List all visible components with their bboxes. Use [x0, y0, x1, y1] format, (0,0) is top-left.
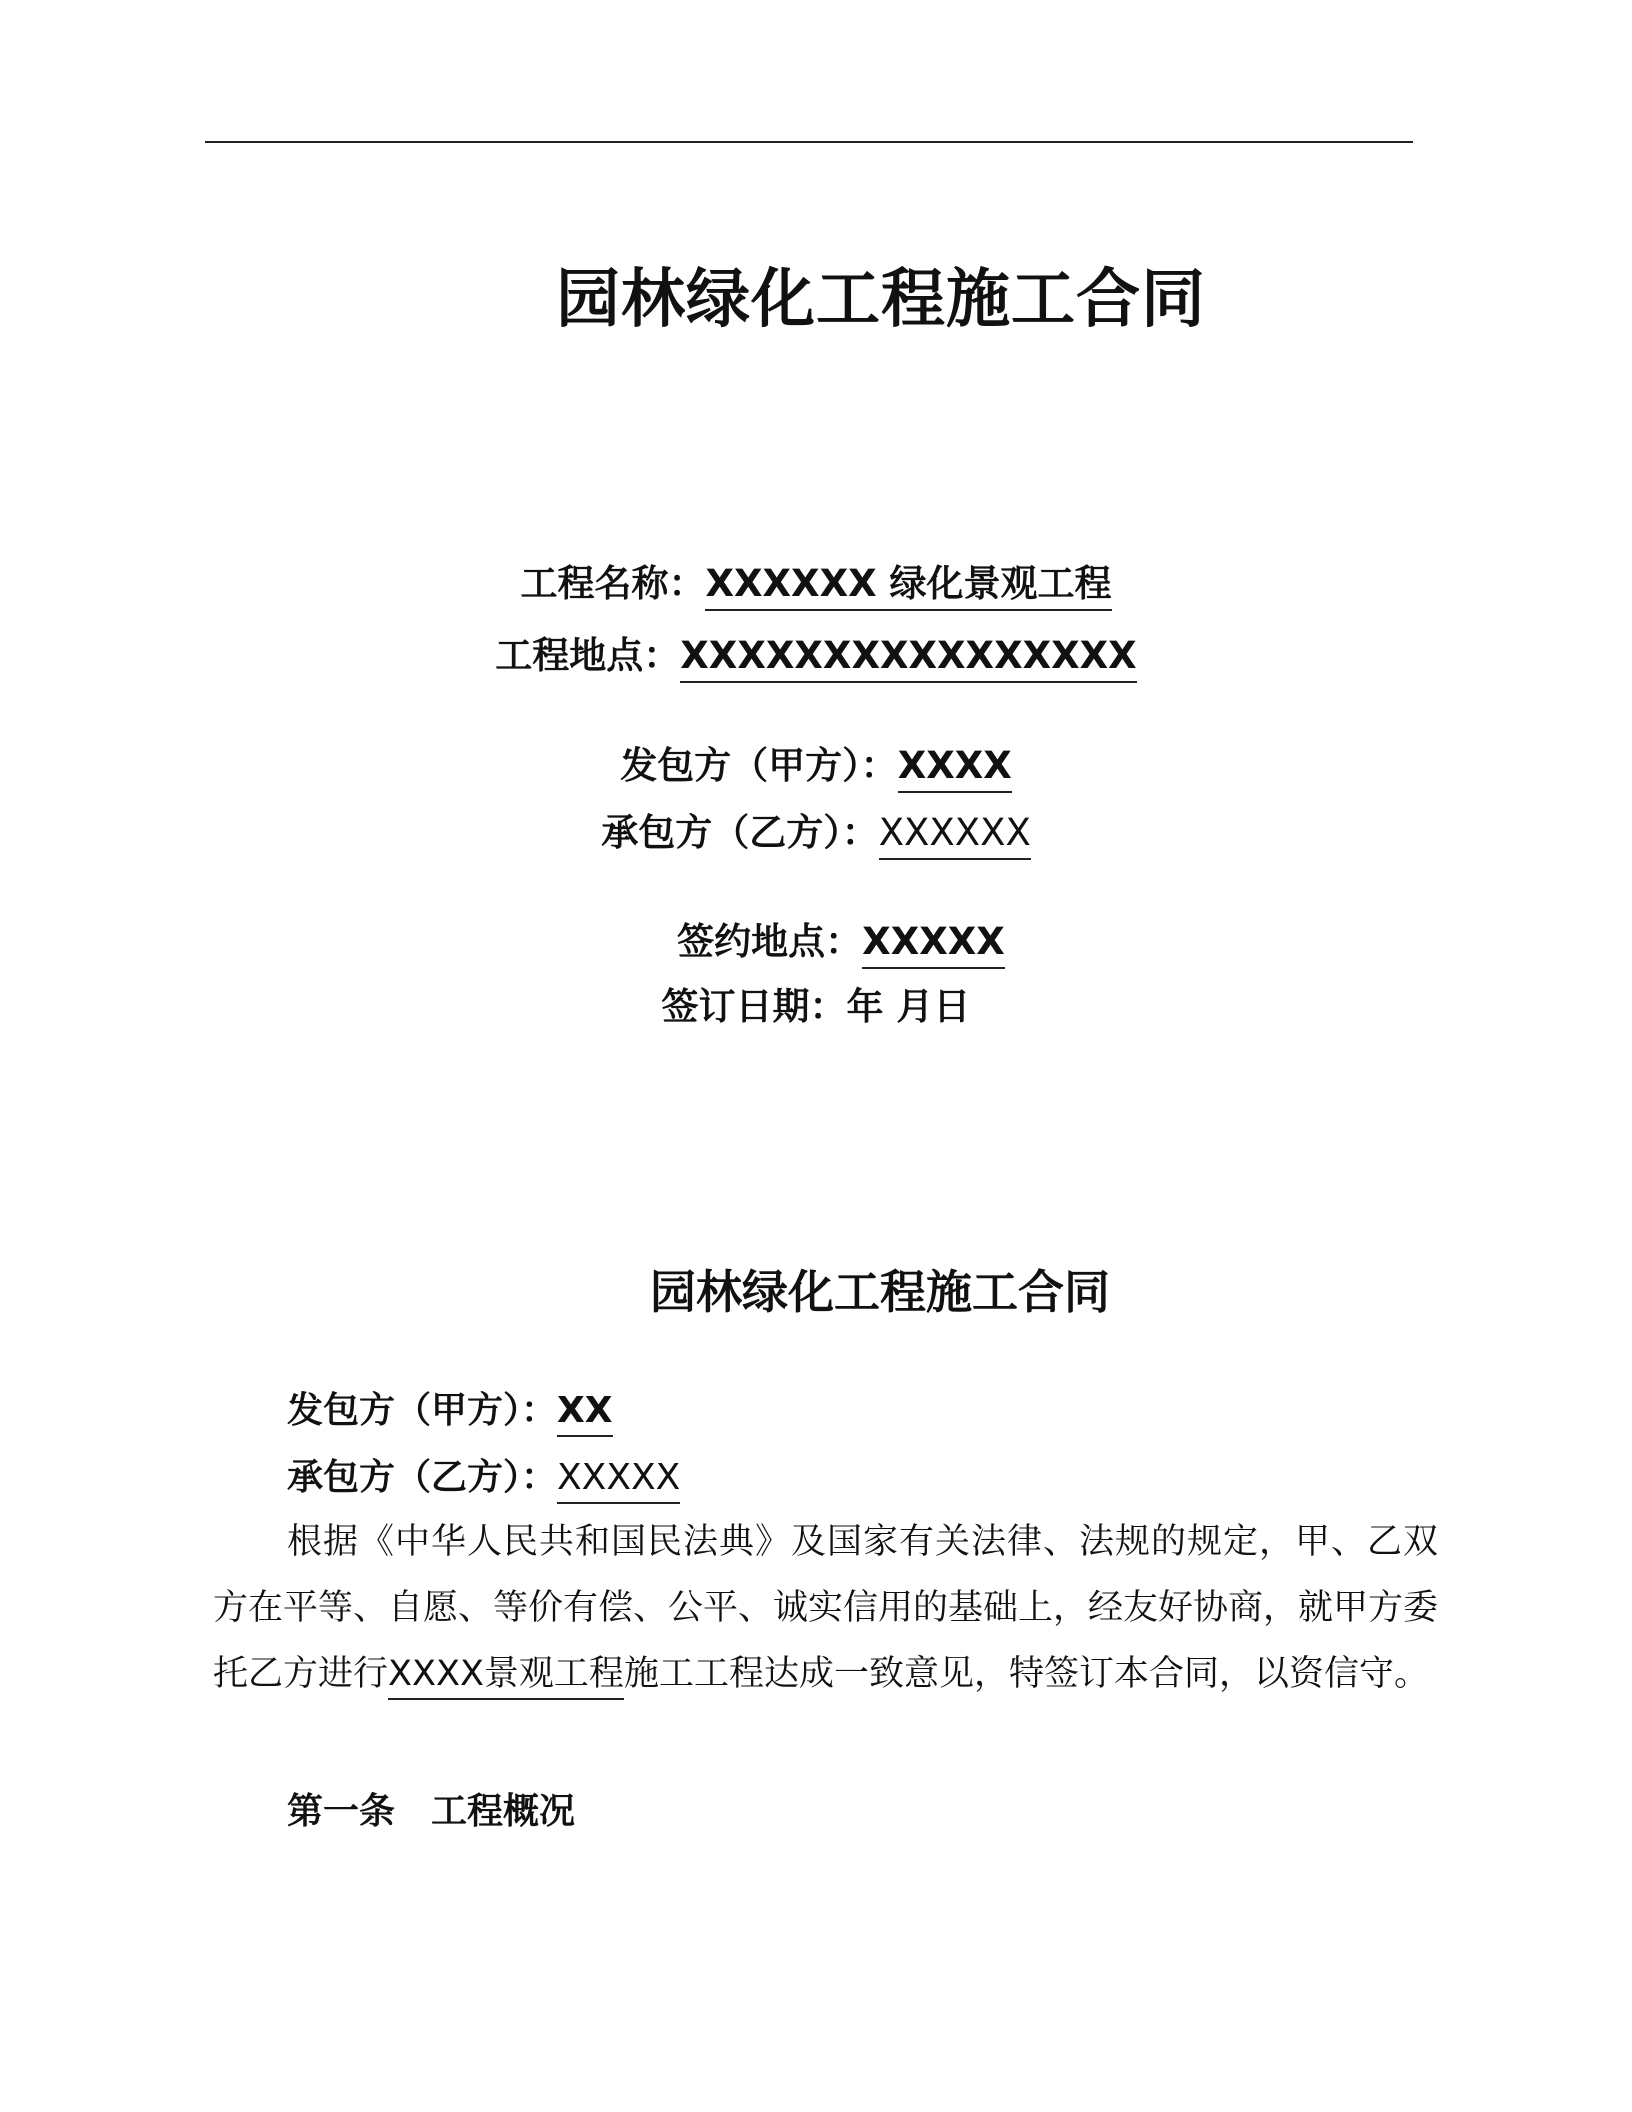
intro-text-1: 根据《中华人民共和国民法典》及国家有关法律、法规的规定，甲、乙双方在平等、自愿、等价有偿、公平、诚实信用的基础上，经友好协商，就甲方委托乙方进行 — [213, 1522, 1439, 1694]
intro-text-2: 施工工程达成一致意见，特签订本合同，以资信守。 — [623, 1654, 1429, 1694]
cover-party-b-label: 承包方（乙方）： — [601, 811, 879, 854]
signing-place-value: XXXXX — [862, 919, 1005, 969]
signing-place-label: 签约地点： — [677, 920, 863, 963]
body-party-b-value: XXXXX — [557, 1455, 680, 1504]
project-name-line — [0, 553, 1632, 611]
cover-title: 园林绿化工程施工合同 — [556, 263, 1206, 337]
article-1-heading — [287, 1783, 575, 1834]
project-location-label: 工程地点： — [495, 634, 681, 677]
body-party-b-label: 承包方（乙方）： — [287, 1457, 558, 1498]
intro-project-name: XXXX景观工程 — [388, 1654, 624, 1700]
body-party-a-line — [287, 1382, 613, 1437]
signing-place-line — [0, 911, 1632, 969]
cover-party-a-label: 发包方（甲方）： — [620, 744, 898, 787]
body-title: 园林绿化工程施工合同 — [650, 1265, 1110, 1319]
article-title: 工程概况 — [431, 1791, 576, 1832]
intro-paragraph — [213, 1509, 1438, 1707]
cover-party-b-line — [0, 802, 1632, 860]
cover-party-a-value: XXXX — [898, 743, 1012, 793]
project-name-value: XXXXXX 绿化景观工程 — [705, 561, 1111, 611]
signing-date-value: 年 月日 — [846, 985, 971, 1028]
cover-party-b-value: XXXXXX — [879, 810, 1031, 860]
header-rule — [205, 141, 1413, 143]
body-party-a-label: 发包方（甲方）： — [287, 1390, 558, 1431]
project-location-value: XXXXXXXXXXXXXXXX — [680, 633, 1136, 683]
body-party-a-value: XX — [557, 1388, 613, 1437]
signing-date-line — [0, 976, 1632, 1030]
project-name-label: 工程名称： — [520, 562, 706, 605]
project-location-line — [0, 625, 1632, 683]
article-number: 第一条 — [287, 1791, 396, 1832]
cover-party-a-line — [0, 735, 1632, 793]
body-party-b-line — [287, 1449, 680, 1504]
signing-date-label: 签订日期： — [661, 985, 847, 1028]
